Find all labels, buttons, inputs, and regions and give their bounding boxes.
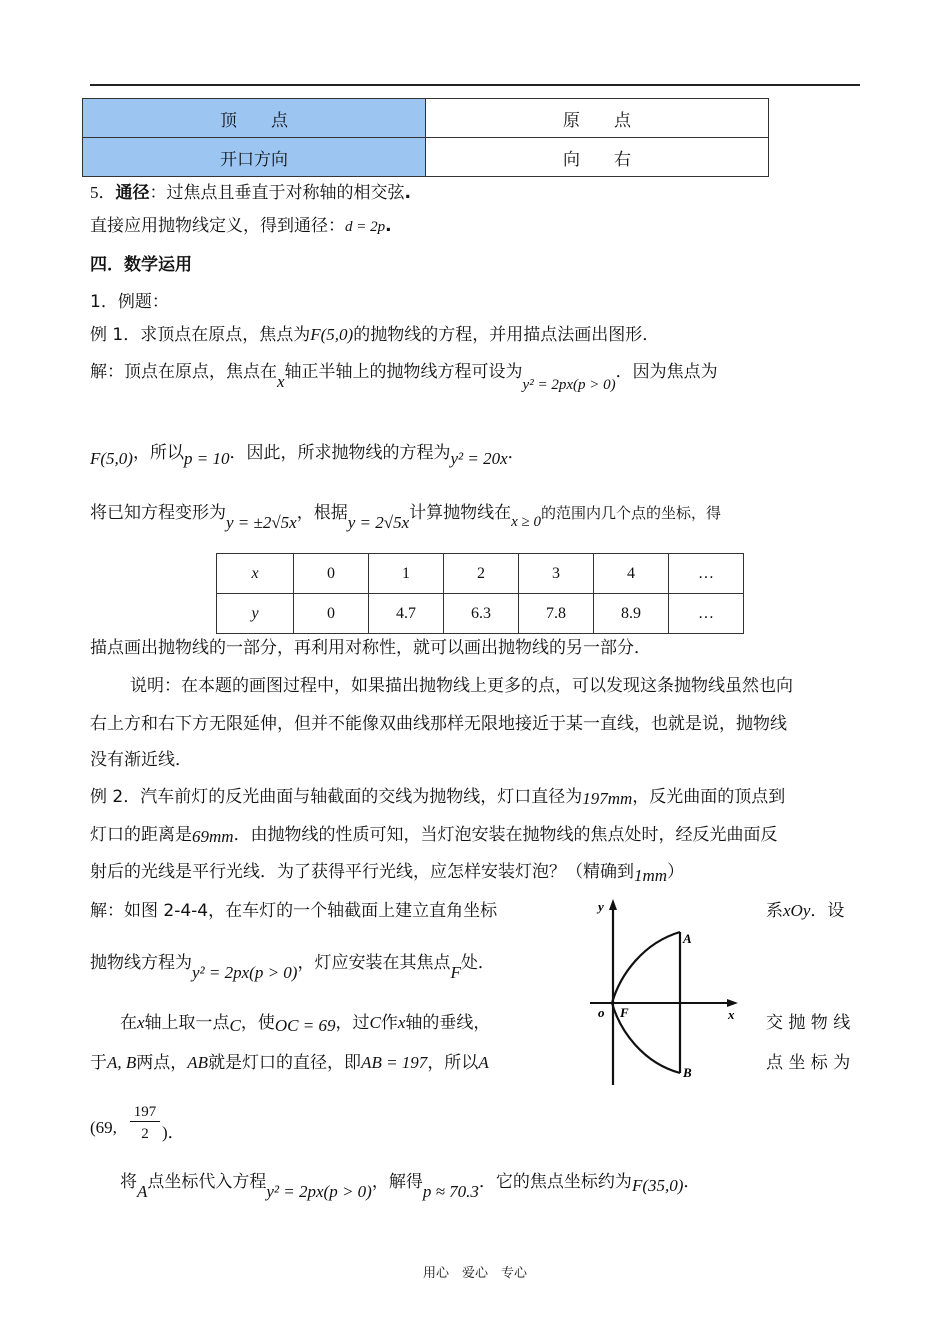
solution2-line-4: 于A, B两点，AB就是灯口的直径，即AB = 197，所以A (90, 1053, 489, 1073)
solution1b-line: F(5,0)，所以p = 10．因此，所求抛物线的方程为y² = 20x． (90, 443, 525, 468)
solution2-line-3: 在x轴上取一点C，使OC = 69，过C作x轴的垂线， (120, 1013, 491, 1035)
formula: y² = 20x (450, 449, 508, 468)
table-cell: 8.9 (594, 594, 669, 634)
subsection-title: 1．例题： (90, 292, 169, 312)
label-b: B (683, 1065, 692, 1080)
solution2-line-1: 解：如图 2-4-4，在车灯的一个轴截面上建立直角坐标 (90, 901, 498, 921)
table-cell: 开口方向 (83, 138, 426, 177)
formula: p ≈ 70.3 (422, 1182, 479, 1201)
table-cell: 4 (594, 554, 669, 594)
table-cell: 0 (294, 594, 369, 634)
solution2-line-2: 抛物线方程为y² = 2px(p > 0)，灯应安装在其焦点F处． (90, 953, 495, 982)
solution2b-line: 将A点坐标代入方程y² = 2px(p > 0)，解得p ≈ 70.3．它的焦点坐标约为F(35,0)． (120, 1172, 701, 1201)
table-cell: 4.7 (369, 594, 444, 634)
table-row (83, 138, 769, 177)
label-y: y (598, 899, 604, 914)
example2-line-2: 灯口的距离是69mm．由抛物线的性质可知，当灯泡安装在抛物线的焦点处时，经反光曲面反 (90, 825, 778, 846)
formula: F(5,0) (90, 449, 133, 468)
formula: F(5,0) (310, 325, 354, 344)
page-footer: 用心 爱心 专心 (422, 1266, 527, 1281)
formula: p = 10 (183, 449, 230, 468)
values-table (216, 553, 744, 634)
note-line-3: 没有渐近线． (90, 750, 192, 770)
table-cell: 原 点 (426, 99, 769, 138)
table-cell: 0 (294, 554, 369, 594)
formula: y² = 2px(p > 0) (266, 1182, 372, 1201)
formula: y² = 2px(p > 0) (522, 377, 616, 393)
formula: x ≥ 0 (511, 514, 542, 530)
item5-line: 5．通径：过焦点且垂直于对称轴的相交弦. (90, 183, 411, 203)
formula: y = 2√5x (347, 513, 410, 532)
solution2-line-1-right: 系xOy．设 (766, 901, 845, 921)
y-axis-arrow-icon (609, 899, 617, 910)
table-cell: 顶 点 (83, 99, 426, 138)
example2-line-1: 例 2．汽车前灯的反光曲面与轴截面的交线为抛物线，灯口直径为197mm，反光曲面的顶点到 (90, 787, 786, 808)
note-line-2: 右上方和右下方无限延伸，但并不能像双曲线那样无限地接近于某一直线，也就是说，抛物线 (90, 714, 787, 734)
solution2-line-4-right: 点 坐 标 为 (766, 1053, 851, 1073)
table-cell: … (669, 554, 744, 594)
table-header-x: x (217, 554, 294, 594)
parabola-figure (588, 895, 748, 1091)
label-f: F (620, 1005, 629, 1020)
table-row (217, 554, 744, 594)
solution1-line: 解：顶点在原点，焦点在x轴正半轴上的抛物线方程可设为y² = 2px(p > 0)．因为焦点为 (90, 362, 718, 393)
formula: y² = 2px(p > 0) (192, 963, 298, 982)
table-cell: 1 (369, 554, 444, 594)
properties-table (82, 98, 769, 177)
table-header-y: y (217, 594, 294, 634)
label-a: A (683, 931, 692, 946)
item5b-line: 直接应用抛物线定义，得到通径：d = 2p. (90, 216, 392, 236)
table-cell: 向 右 (426, 138, 769, 177)
formula: F(35,0) (631, 1176, 684, 1195)
table-cell: 2 (444, 554, 519, 594)
label-o: o (598, 1005, 605, 1020)
formula: d = 2p (345, 219, 386, 235)
table-row (217, 594, 744, 634)
header-rule (90, 84, 860, 86)
table-cell: 6.3 (444, 594, 519, 634)
solution2-line-3-right: 交 抛 物 线 (766, 1013, 851, 1033)
section-title: 四．数学运用 (90, 255, 192, 275)
plot-text: 描点画出抛物线的一部分，再利用对称性，就可以画出抛物线的另一部分． (90, 638, 651, 658)
item5-title: 通径 (115, 183, 150, 203)
example2-line-3: 射后的光线是平行光线．为了获得平行光线，应怎样安装灯泡？（精确到1mm） (90, 862, 685, 885)
example1-line: 例 1．求顶点在原点，焦点为F(5,0)的抛物线的方程，并用描点法画出图形． (90, 325, 660, 345)
table-cell: 3 (519, 554, 594, 594)
table-row (83, 99, 769, 138)
x-axis-arrow-icon (727, 999, 738, 1007)
table-cell: … (669, 594, 744, 634)
transform-line: 将已知方程变形为y = ±2√5x，根据y = 2√5x计算抛物线在x ≥ 0的范围内几个点的坐标，得 (90, 503, 722, 532)
table-cell: 7.8 (519, 594, 594, 634)
label-x: x (728, 1007, 735, 1022)
note-line-1: 说明：在本题的画图过程中，如果描出抛物线上更多的点，可以发现这条抛物线虽然也向 (130, 676, 793, 696)
formula: y = ±2√5x (226, 513, 297, 532)
